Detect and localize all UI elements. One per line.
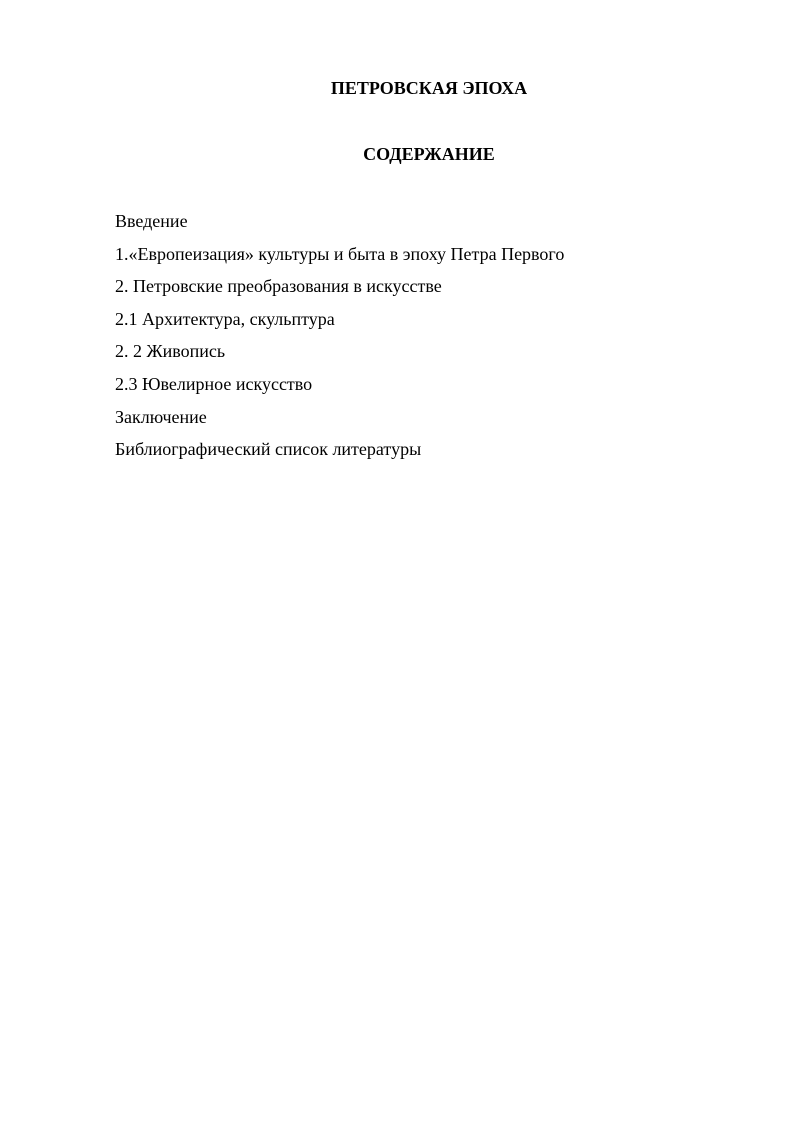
- toc-item-painting: 2. 2 Живопись: [115, 341, 226, 362]
- table-of-contents: [115, 205, 564, 466]
- toc-item-art-reforms: 2. Петровские преобразования в искусстве: [115, 276, 442, 297]
- toc-heading: СОДЕРЖАНИЕ: [363, 144, 495, 164]
- toc-item-architecture: 2.1 Архитектура, скульптура: [115, 308, 335, 329]
- toc-item-conclusion: Заключение: [115, 406, 207, 427]
- toc-item-jewelry: 2.3 Ювелирное искусство: [115, 373, 313, 394]
- toc-item-introduction: Введение: [115, 211, 188, 231]
- document-title: ПЕТРОВСКАЯ ЭПОХА: [330, 78, 528, 98]
- toc-item-bibliography: Библиографический список литературы: [115, 439, 422, 460]
- toc-item-europeanization: 1.«Европеизация» культуры и быта в эпоху Петра Первого: [115, 243, 565, 264]
